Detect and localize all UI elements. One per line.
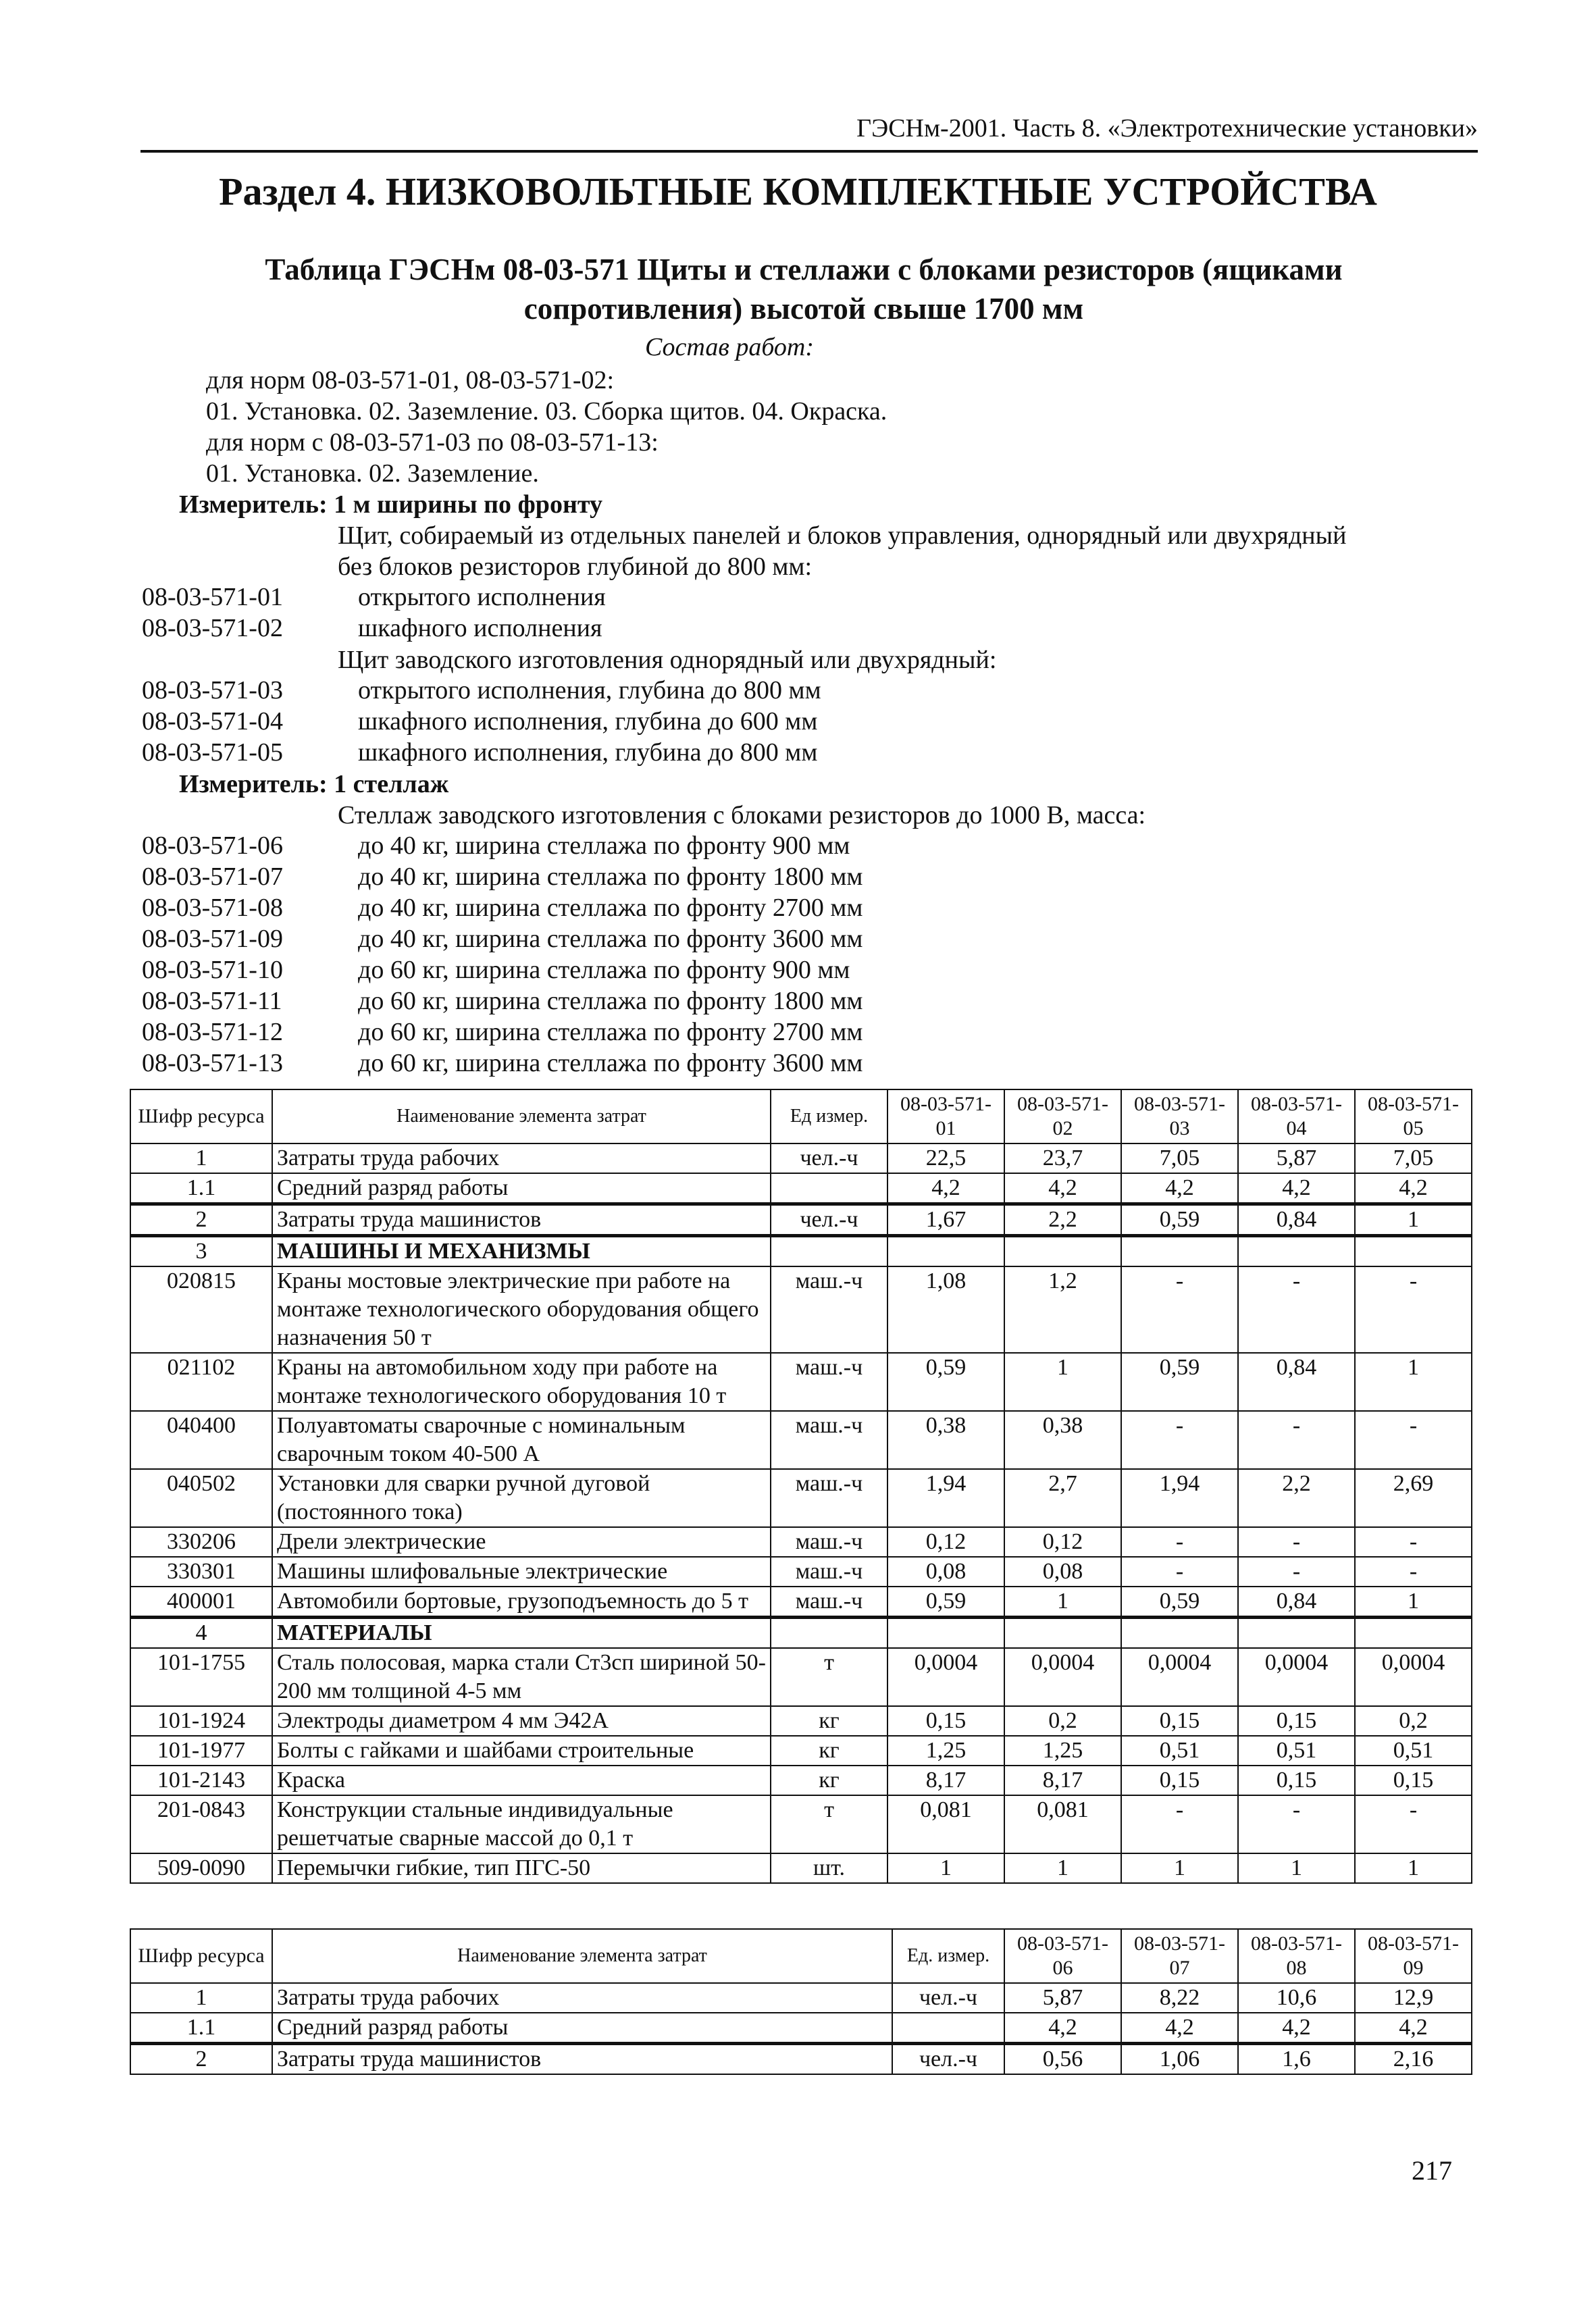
cell-value: 0,15 — [1355, 1766, 1472, 1795]
cell-value: 4,2 — [1004, 2013, 1121, 2044]
cell-code: 101-1924 — [130, 1706, 272, 1736]
cell-name: Установки для сварки ручной дуговой (постоянного тока) — [272, 1469, 771, 1527]
cell-code: 1 — [130, 1983, 272, 2013]
table-title-line1: Таблица ГЭСНм 08-03-571 Щиты и стеллажи с блоками резисторов (ящиками — [265, 253, 1343, 286]
cell-value: - — [1238, 1527, 1355, 1557]
cell-unit: маш.-ч — [771, 1587, 887, 1618]
col-header-norm: 08-03-571-01 — [887, 1089, 1004, 1143]
cell-value: 2,69 — [1355, 1469, 1472, 1527]
cell-name: Краска — [272, 1766, 771, 1795]
cell-name: Автомобили бортовые, грузоподъемность до 5 т — [272, 1587, 771, 1618]
cell-value: 5,87 — [1004, 1983, 1121, 2013]
cell-value: - — [1238, 1411, 1355, 1469]
cell-code: 2 — [130, 1204, 272, 1236]
col-header-name: Наименование элемента затрат — [272, 1089, 771, 1143]
norm-code: 08-03-571-06 — [142, 831, 283, 860]
cell-value: 10,6 — [1238, 1983, 1355, 2013]
norm-code: 08-03-571-05 — [142, 738, 283, 767]
norm-code: 08-03-571-01 — [142, 583, 283, 611]
cell-value: 0,51 — [1238, 1736, 1355, 1766]
cell-value: 1 — [1355, 1204, 1472, 1236]
cell-value: 1,06 — [1121, 2044, 1238, 2075]
norm-code: 08-03-571-07 — [142, 863, 283, 891]
norm-desc: до 60 кг, ширина стеллажа по фронту 3600 мм — [358, 1049, 863, 1077]
cell-value: - — [1355, 1266, 1472, 1353]
work-line: для норм 08-03-571-01, 08-03-571-02: — [206, 366, 615, 394]
cell-value: 1,6 — [1238, 2044, 1355, 2075]
norm-code: 08-03-571-11 — [142, 987, 282, 1015]
cell-value — [1238, 1236, 1355, 1267]
cell-unit: чел.-ч — [892, 2044, 1004, 2075]
cell-value: 0,59 — [887, 1353, 1004, 1411]
cell-value: 0,59 — [887, 1587, 1004, 1618]
cell-unit: т — [771, 1648, 887, 1706]
cell-value: 22,5 — [887, 1143, 1004, 1173]
cell-value: 4,2 — [1004, 1173, 1121, 1204]
cell-value: 8,17 — [1004, 1766, 1121, 1795]
cell-value: 1,94 — [1121, 1469, 1238, 1527]
col-header-unit: Ед. измер. — [892, 1929, 1004, 1983]
meter2-label: Измеритель: 1 стеллаж — [179, 770, 449, 798]
norm-code: 08-03-571-13 — [142, 1049, 283, 1077]
running-header: ГЭСНм-2001. Часть 8. «Электротехнические установки» — [140, 113, 1478, 153]
cell-unit: кг — [771, 1736, 887, 1766]
table-title-line2: сопротивления) высотой свыше 1700 мм — [523, 292, 1084, 326]
table-row — [130, 2044, 1472, 2075]
norm-desc: до 60 кг, ширина стеллажа по фронту 900 мм — [358, 956, 850, 984]
table-row — [130, 1766, 1472, 1795]
table-row — [130, 1706, 1472, 1736]
cell-value: - — [1238, 1795, 1355, 1853]
cell-value: 1 — [1355, 1587, 1472, 1618]
cell-unit — [771, 1236, 887, 1267]
cell-code: 1.1 — [130, 2013, 272, 2044]
cell-value: - — [1121, 1795, 1238, 1853]
cell-value: 4,2 — [1355, 1173, 1472, 1204]
cell-code: 1.1 — [130, 1173, 272, 1204]
cell-value: 0,12 — [1004, 1527, 1121, 1557]
cell-value: 0,0004 — [1121, 1648, 1238, 1706]
table-row — [130, 1587, 1472, 1618]
table-row — [130, 1353, 1472, 1411]
cell-name: МАТЕРИАЛЫ — [272, 1618, 771, 1649]
cell-unit: кг — [771, 1766, 887, 1795]
cell-code: 101-1977 — [130, 1736, 272, 1766]
cell-value: 4,2 — [1121, 2013, 1238, 2044]
cell-value — [1121, 1618, 1238, 1649]
norm-desc: шкафного исполнения, глубина до 600 мм — [358, 707, 818, 736]
cell-unit — [771, 1618, 887, 1649]
cell-value: 0,081 — [887, 1795, 1004, 1853]
cell-name: Машины шлифовальные электрические — [272, 1557, 771, 1587]
norm-desc: до 40 кг, ширина стеллажа по фронту 900 мм — [358, 831, 850, 860]
cell-value — [1004, 1618, 1121, 1649]
cell-name: Краны мостовые электрические при работе на монтаже технологического оборудования общего назначения 50 т — [272, 1266, 771, 1353]
cell-value: 2,16 — [1355, 2044, 1472, 2075]
section-title: Раздел 4. НИЗКОВОЛЬТНЫЕ КОМПЛЕКТНЫЕ УСТРОЙСТВА — [219, 170, 1377, 213]
norm-code: 08-03-571-12 — [142, 1018, 283, 1046]
cell-value — [1004, 1236, 1121, 1267]
meter2-intro: Стеллаж заводского изготовления с блоками резисторов до 1000 В, масса: — [338, 801, 1146, 829]
cell-name: Перемычки гибкие, тип ПГС-50 — [272, 1853, 771, 1883]
cell-value: 0,38 — [1004, 1411, 1121, 1469]
cell-code: 040502 — [130, 1469, 272, 1527]
cell-value: - — [1121, 1266, 1238, 1353]
cell-value: 1,94 — [887, 1469, 1004, 1527]
table-row — [130, 1266, 1472, 1353]
norm-desc: открытого исполнения — [358, 583, 606, 611]
table-row — [130, 2013, 1472, 2044]
cell-value: - — [1355, 1411, 1472, 1469]
col-header-code: Шифр ресурса — [130, 1929, 272, 1983]
cell-value: 4,2 — [887, 1173, 1004, 1204]
table-row — [130, 1143, 1472, 1173]
table-title — [135, 250, 1472, 328]
cell-value: 1,08 — [887, 1266, 1004, 1353]
cell-unit: кг — [771, 1706, 887, 1736]
cell-value: 0,15 — [1238, 1766, 1355, 1795]
cell-value: 7,05 — [1355, 1143, 1472, 1173]
cell-unit: шт. — [771, 1853, 887, 1883]
norm-desc: до 40 кг, ширина стеллажа по фронту 3600 мм — [358, 925, 863, 953]
cell-code: 021102 — [130, 1353, 272, 1411]
cell-code: 101-1755 — [130, 1648, 272, 1706]
table-row — [130, 1236, 1472, 1267]
cell-value: 0,2 — [1355, 1706, 1472, 1736]
norm-desc: до 40 кг, ширина стеллажа по фронту 1800 мм — [358, 863, 863, 891]
cell-value: 4,2 — [1238, 2013, 1355, 2044]
cell-value: 0,0004 — [1238, 1648, 1355, 1706]
cell-value: 1 — [1004, 1853, 1121, 1883]
cell-value: 1 — [1355, 1353, 1472, 1411]
cell-value — [1238, 1618, 1355, 1649]
cell-unit: маш.-ч — [771, 1527, 887, 1557]
norm-code: 08-03-571-02 — [142, 614, 283, 642]
cell-code: 3 — [130, 1236, 272, 1267]
cell-name: Сталь полосовая, марка стали Ст3сп шириной 50-200 мм толщиной 4-5 мм — [272, 1648, 771, 1706]
cell-value: 0,84 — [1238, 1587, 1355, 1618]
cell-value: 0,59 — [1121, 1204, 1238, 1236]
col-header-norm: 08-03-571-09 — [1355, 1929, 1472, 1983]
cell-value: 1 — [1355, 1853, 1472, 1883]
work-line: 01. Установка. 02. Заземление. — [206, 459, 539, 488]
cell-name: Затраты труда рабочих — [272, 1983, 892, 2013]
cell-value: - — [1238, 1266, 1355, 1353]
cell-code: 330301 — [130, 1557, 272, 1587]
cell-value: - — [1121, 1411, 1238, 1469]
cell-value: - — [1355, 1527, 1472, 1557]
cell-value: 0,15 — [1238, 1706, 1355, 1736]
cell-unit: маш.-ч — [771, 1266, 887, 1353]
cell-value: 4,2 — [1121, 1173, 1238, 1204]
cell-value: 1 — [1004, 1353, 1121, 1411]
norm-code: 08-03-571-04 — [142, 707, 283, 736]
work-composition-caption: Состав работ: — [644, 333, 815, 361]
resource-table-2 — [130, 1928, 1472, 2075]
norm-desc: до 40 кг, ширина стеллажа по фронту 2700 мм — [358, 894, 863, 922]
cell-value: 0,2 — [1004, 1706, 1121, 1736]
col-header-norm: 08-03-571-05 — [1355, 1089, 1472, 1143]
col-header-name: Наименование элемента затрат — [272, 1929, 892, 1983]
norm-desc: шкафного исполнения — [358, 614, 602, 642]
col-header-norm: 08-03-571-06 — [1004, 1929, 1121, 1983]
cell-code: 330206 — [130, 1527, 272, 1557]
cell-name: Дрели электрические — [272, 1527, 771, 1557]
cell-name: Средний разряд работы — [272, 2013, 892, 2044]
cell-value: 4,2 — [1238, 1173, 1355, 1204]
cell-value: 1,25 — [1004, 1736, 1121, 1766]
col-header-norm: 08-03-571-08 — [1238, 1929, 1355, 1983]
cell-unit — [892, 2013, 1004, 2044]
cell-value: 2,2 — [1238, 1469, 1355, 1527]
cell-value: 7,05 — [1121, 1143, 1238, 1173]
cell-value — [1355, 1618, 1472, 1649]
cell-value: 0,56 — [1004, 2044, 1121, 2075]
cell-unit: т — [771, 1795, 887, 1853]
col-header-code: Шифр ресурса — [130, 1089, 272, 1143]
cell-name: Затраты труда машинистов — [272, 2044, 892, 2075]
col-header-norm: 08-03-571-04 — [1238, 1089, 1355, 1143]
cell-unit: маш.-ч — [771, 1469, 887, 1527]
cell-code: 101-2143 — [130, 1766, 272, 1795]
norm-code: 08-03-571-08 — [142, 894, 283, 922]
cell-code: 509-0090 — [130, 1853, 272, 1883]
table-row — [130, 1204, 1472, 1236]
cell-value: 0,84 — [1238, 1353, 1355, 1411]
cell-code: 4 — [130, 1618, 272, 1649]
meter1-label: Измеритель: 1 м ширины по фронту — [179, 490, 602, 519]
cell-value: 0,08 — [887, 1557, 1004, 1587]
norm-code: 08-03-571-09 — [142, 925, 283, 953]
cell-value: 1 — [1121, 1853, 1238, 1883]
col-header-norm: 08-03-571-03 — [1121, 1089, 1238, 1143]
cell-value: 2,7 — [1004, 1469, 1121, 1527]
cell-name: Затраты труда рабочих — [272, 1143, 771, 1173]
cell-unit: чел.-ч — [892, 1983, 1004, 2013]
cell-code: 020815 — [130, 1266, 272, 1353]
cell-value: 0,0004 — [1004, 1648, 1121, 1706]
cell-value: 5,87 — [1238, 1143, 1355, 1173]
table-row — [130, 1527, 1472, 1557]
cell-value: - — [1121, 1527, 1238, 1557]
norm-desc: до 60 кг, ширина стеллажа по фронту 2700 мм — [358, 1018, 863, 1046]
cell-name: Болты с гайками и шайбами строительные — [272, 1736, 771, 1766]
cell-value: 1 — [1004, 1587, 1121, 1618]
norm-code: 08-03-571-10 — [142, 956, 283, 984]
cell-name: Затраты труда машинистов — [272, 1204, 771, 1236]
norm-desc: шкафного исполнения, глубина до 800 мм — [358, 738, 818, 767]
cell-value — [1121, 1236, 1238, 1267]
cell-name: Средний разряд работы — [272, 1173, 771, 1204]
cell-value: 0,38 — [887, 1411, 1004, 1469]
table-row — [130, 1173, 1472, 1204]
cell-name: Полуавтоматы сварочные с номинальным сварочным током 40-500 А — [272, 1411, 771, 1469]
cell-value: 0,12 — [887, 1527, 1004, 1557]
cell-unit: чел.-ч — [771, 1143, 887, 1173]
cell-code: 400001 — [130, 1587, 272, 1618]
norm-desc: открытого исполнения, глубина до 800 мм — [358, 676, 821, 704]
cell-value: 0,59 — [1121, 1353, 1238, 1411]
norm-desc: до 60 кг, ширина стеллажа по фронту 1800 мм — [358, 987, 863, 1015]
cell-value: 0,84 — [1238, 1204, 1355, 1236]
cell-value: 0,08 — [1004, 1557, 1121, 1587]
cell-value — [887, 1618, 1004, 1649]
table-row — [130, 1736, 1472, 1766]
col-header-unit: Ед измер. — [771, 1089, 887, 1143]
cell-value — [887, 1236, 1004, 1267]
cell-value: 0,51 — [1121, 1736, 1238, 1766]
cell-value: - — [1355, 1795, 1472, 1853]
col-header-norm: 08-03-571-02 — [1004, 1089, 1121, 1143]
cell-value — [1355, 1236, 1472, 1267]
work-line: для норм с 08-03-571-03 по 08-03-571-13: — [206, 428, 659, 457]
cell-value: 1,25 — [887, 1736, 1004, 1766]
meter1-intro: без блоков резисторов глубиной до 800 мм: — [338, 552, 813, 581]
cell-name: МАШИНЫ И МЕХАНИЗМЫ — [272, 1236, 771, 1267]
table-row — [130, 1618, 1472, 1649]
cell-code: 201-0843 — [130, 1795, 272, 1853]
cell-value: 1 — [887, 1853, 1004, 1883]
cell-unit — [771, 1173, 887, 1204]
table-row — [130, 1469, 1472, 1527]
cell-value: 0,59 — [1121, 1587, 1238, 1618]
cell-value: - — [1121, 1557, 1238, 1587]
cell-value: 12,9 — [1355, 1983, 1472, 2013]
table-row — [130, 1983, 1472, 2013]
cell-value: 4,2 — [1355, 2013, 1472, 2044]
table-row — [130, 1411, 1472, 1469]
cell-unit: маш.-ч — [771, 1411, 887, 1469]
cell-value: 0,0004 — [887, 1648, 1004, 1706]
cell-value: 8,17 — [887, 1766, 1004, 1795]
cell-value: 0,51 — [1355, 1736, 1472, 1766]
cell-value: 1,67 — [887, 1204, 1004, 1236]
cell-code: 040400 — [130, 1411, 272, 1469]
cell-name: Конструкции стальные индивидуальные решетчатые сварные массой до 0,1 т — [272, 1795, 771, 1853]
cell-value: - — [1355, 1557, 1472, 1587]
cell-value: 0,15 — [1121, 1766, 1238, 1795]
cell-value: 0,15 — [887, 1706, 1004, 1736]
cell-value: 1 — [1238, 1853, 1355, 1883]
cell-value: 8,22 — [1121, 1983, 1238, 2013]
work-line: 01. Установка. 02. Заземление. 03. Сборка щитов. 04. Окраска. — [206, 397, 887, 426]
cell-unit: маш.-ч — [771, 1557, 887, 1587]
col-header-norm: 08-03-571-07 — [1121, 1929, 1238, 1983]
page-number: 217 — [1412, 2155, 1452, 2186]
norm-code: 08-03-571-03 — [142, 676, 283, 704]
cell-code: 1 — [130, 1143, 272, 1173]
table-row — [130, 1795, 1472, 1853]
cell-value: 0,15 — [1121, 1706, 1238, 1736]
table-row — [130, 1557, 1472, 1587]
cell-value: 0,0004 — [1355, 1648, 1472, 1706]
meter1-intro: Щит, собираемый из отдельных панелей и блоков управления, однорядный или двухрядный — [338, 521, 1347, 550]
table-row — [130, 1648, 1472, 1706]
resource-table-1 — [130, 1089, 1472, 1884]
cell-unit: чел.-ч — [771, 1204, 887, 1236]
cell-unit: маш.-ч — [771, 1353, 887, 1411]
cell-value: 23,7 — [1004, 1143, 1121, 1173]
cell-value: 1,2 — [1004, 1266, 1121, 1353]
table-row — [130, 1853, 1472, 1883]
cell-value: 0,081 — [1004, 1795, 1121, 1853]
cell-name: Краны на автомобильном ходу при работе на монтаже технологического оборудования 10 т — [272, 1353, 771, 1411]
meter1-intro2: Щит заводского изготовления однорядный или двухрядный: — [338, 646, 997, 674]
cell-code: 2 — [130, 2044, 272, 2075]
cell-value: - — [1238, 1557, 1355, 1587]
cell-value: 2,2 — [1004, 1204, 1121, 1236]
cell-name: Электроды диаметром 4 мм Э42А — [272, 1706, 771, 1736]
